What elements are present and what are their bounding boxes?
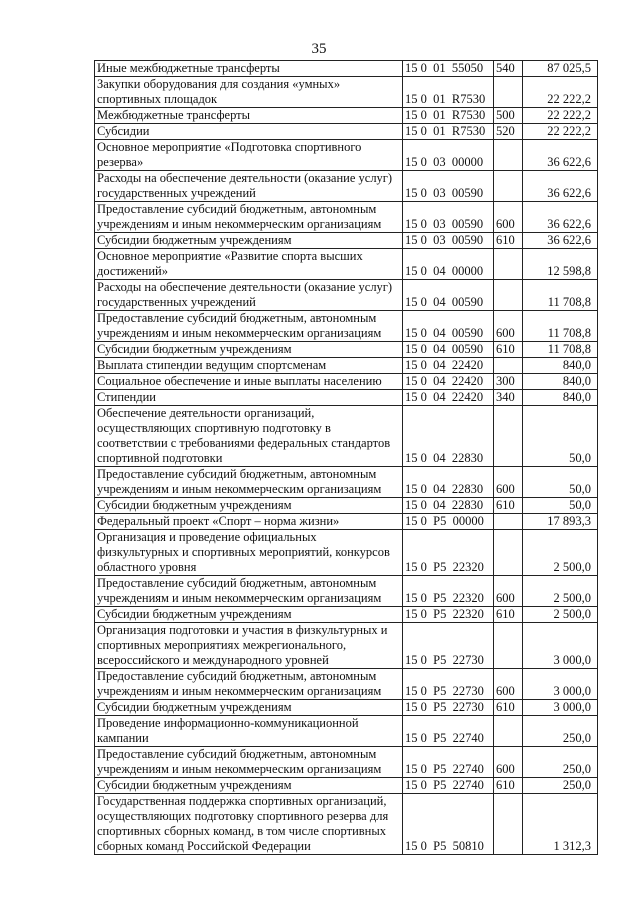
row-amount: 2 500,0 bbox=[523, 576, 598, 607]
table-row bbox=[95, 233, 598, 249]
row-amount: 12 598,8 bbox=[523, 249, 598, 280]
row-amount: 87 025,5 bbox=[523, 61, 598, 77]
row-type: 540 bbox=[494, 61, 523, 77]
row-name: Государственная поддержка спортивных организаций, осуществляющих подготовку спортивного резерва для спортивных сборных команд, в том числе спортивных сборных команд Российской Федерации bbox=[95, 794, 403, 855]
row-name: Обеспечение деятельности организаций, осуществляющих спортивную подготовку в соответствии с требованиями федеральных стандартов спортивной подготовки bbox=[95, 406, 403, 467]
table-row bbox=[95, 406, 598, 467]
row-code: 15 0 04 00000 bbox=[403, 249, 494, 280]
table-row bbox=[95, 576, 598, 607]
row-code: 15 0 03 00590 bbox=[403, 171, 494, 202]
row-amount: 3 000,0 bbox=[523, 623, 598, 669]
row-name: Основное мероприятие «Развитие спорта высших достижений» bbox=[95, 249, 403, 280]
row-code: 15 0 03 00000 bbox=[403, 140, 494, 171]
row-name: Субсидии бюджетным учреждениям bbox=[95, 778, 403, 794]
row-amount: 11 708,8 bbox=[523, 342, 598, 358]
row-code: 15 0 03 00590 bbox=[403, 202, 494, 233]
row-type bbox=[494, 77, 523, 108]
table-row bbox=[95, 700, 598, 716]
row-name: Предоставление субсидий бюджетным, автономным учреждениям и иным некоммерческим организациям bbox=[95, 669, 403, 700]
row-amount: 22 222,2 bbox=[523, 124, 598, 140]
row-amount: 36 622,6 bbox=[523, 202, 598, 233]
row-name: Предоставление субсидий бюджетным, автономным учреждениям и иным некоммерческим организациям bbox=[95, 467, 403, 498]
table-row bbox=[95, 108, 598, 124]
row-type: 610 bbox=[494, 607, 523, 623]
row-name: Основное мероприятие «Подготовка спортивного резерва» bbox=[95, 140, 403, 171]
table-row bbox=[95, 498, 598, 514]
row-amount: 2 500,0 bbox=[523, 607, 598, 623]
row-type: 520 bbox=[494, 124, 523, 140]
row-type: 600 bbox=[494, 669, 523, 700]
row-code: 15 0 01 R7530 bbox=[403, 77, 494, 108]
row-name: Проведение информационно-коммуникационной кампании bbox=[95, 716, 403, 747]
table-row bbox=[95, 311, 598, 342]
row-name: Предоставление субсидий бюджетным, автономным учреждениям и иным некоммерческим организациям bbox=[95, 576, 403, 607]
row-code: 15 0 P5 22730 bbox=[403, 700, 494, 716]
row-amount: 22 222,2 bbox=[523, 108, 598, 124]
row-amount: 840,0 bbox=[523, 390, 598, 406]
row-type bbox=[494, 140, 523, 171]
row-code: 15 0 01 R7530 bbox=[403, 108, 494, 124]
row-type: 610 bbox=[494, 700, 523, 716]
row-type: 500 bbox=[494, 108, 523, 124]
row-type: 610 bbox=[494, 342, 523, 358]
row-amount: 840,0 bbox=[523, 374, 598, 390]
row-code: 15 0 P5 22740 bbox=[403, 778, 494, 794]
row-amount: 50,0 bbox=[523, 498, 598, 514]
row-name: Выплата стипендии ведущим спортсменам bbox=[95, 358, 403, 374]
row-amount: 11 708,8 bbox=[523, 311, 598, 342]
row-code: 15 0 03 00590 bbox=[403, 233, 494, 249]
row-code: 15 0 P5 22740 bbox=[403, 716, 494, 747]
row-type bbox=[494, 406, 523, 467]
row-type: 340 bbox=[494, 390, 523, 406]
table-row bbox=[95, 61, 598, 77]
row-type: 610 bbox=[494, 498, 523, 514]
table-row bbox=[95, 171, 598, 202]
row-name: Субсидии бюджетным учреждениям bbox=[95, 342, 403, 358]
row-code: 15 0 04 00590 bbox=[403, 342, 494, 358]
row-name: Иные межбюджетные трансферты bbox=[95, 61, 403, 77]
row-code: 15 0 P5 00000 bbox=[403, 514, 494, 530]
row-name: Межбюджетные трансферты bbox=[95, 108, 403, 124]
table-row bbox=[95, 374, 598, 390]
row-code: 15 0 P5 22740 bbox=[403, 747, 494, 778]
table-row bbox=[95, 623, 598, 669]
row-code: 15 0 04 22830 bbox=[403, 498, 494, 514]
row-code: 15 0 P5 22730 bbox=[403, 669, 494, 700]
row-type: 600 bbox=[494, 202, 523, 233]
row-name: Стипендии bbox=[95, 390, 403, 406]
row-amount: 11 708,8 bbox=[523, 280, 598, 311]
row-amount: 22 222,2 bbox=[523, 77, 598, 108]
row-name: Предоставление субсидий бюджетным, автономным учреждениям и иным некоммерческим организациям bbox=[95, 202, 403, 233]
row-type bbox=[494, 171, 523, 202]
table-row bbox=[95, 514, 598, 530]
row-name: Федеральный проект «Спорт – норма жизни» bbox=[95, 514, 403, 530]
table-row bbox=[95, 716, 598, 747]
row-code: 15 0 P5 22320 bbox=[403, 607, 494, 623]
row-amount: 840,0 bbox=[523, 358, 598, 374]
row-amount: 36 622,6 bbox=[523, 171, 598, 202]
row-type bbox=[494, 280, 523, 311]
row-amount: 3 000,0 bbox=[523, 700, 598, 716]
row-type: 600 bbox=[494, 467, 523, 498]
row-type bbox=[494, 358, 523, 374]
row-name: Расходы на обеспечение деятельности (оказание услуг) государственных учреждений bbox=[95, 171, 403, 202]
row-name: Субсидии бюджетным учреждениям bbox=[95, 700, 403, 716]
row-type bbox=[494, 514, 523, 530]
row-name: Предоставление субсидий бюджетным, автономным учреждениям и иным некоммерческим организациям bbox=[95, 311, 403, 342]
row-code: 15 0 04 00590 bbox=[403, 311, 494, 342]
table-row bbox=[95, 342, 598, 358]
row-type bbox=[494, 249, 523, 280]
row-type: 600 bbox=[494, 311, 523, 342]
table-row bbox=[95, 390, 598, 406]
row-name: Организация подготовки и участия в физкультурных и спортивных мероприятиях межрегионального, всероссийского и международного уровней bbox=[95, 623, 403, 669]
row-amount: 2 500,0 bbox=[523, 530, 598, 576]
table-row bbox=[95, 530, 598, 576]
row-type bbox=[494, 623, 523, 669]
table-row bbox=[95, 669, 598, 700]
row-name: Организация и проведение официальных физкультурных и спортивных мероприятий, конкурсов областного уровня bbox=[95, 530, 403, 576]
row-code: 15 0 04 22420 bbox=[403, 358, 494, 374]
row-name: Субсидии бюджетным учреждениям bbox=[95, 607, 403, 623]
row-code: 15 0 04 22420 bbox=[403, 374, 494, 390]
row-code: 15 0 P5 22320 bbox=[403, 530, 494, 576]
row-amount: 50,0 bbox=[523, 406, 598, 467]
row-code: 15 0 04 22830 bbox=[403, 467, 494, 498]
table-row bbox=[95, 467, 598, 498]
row-code: 15 0 01 55050 bbox=[403, 61, 494, 77]
budget-table bbox=[94, 60, 598, 855]
row-type: 610 bbox=[494, 233, 523, 249]
page-number: 35 bbox=[311, 41, 327, 57]
row-code: 15 0 04 00590 bbox=[403, 280, 494, 311]
row-code: 15 0 04 22830 bbox=[403, 406, 494, 467]
row-code: 15 0 P5 50810 bbox=[403, 794, 494, 855]
row-code: 15 0 P5 22320 bbox=[403, 576, 494, 607]
row-code: 15 0 01 R7530 bbox=[403, 124, 494, 140]
table-row bbox=[95, 747, 598, 778]
table-row bbox=[95, 124, 598, 140]
table-row bbox=[95, 358, 598, 374]
row-name: Закупки оборудования для создания «умных» спортивных площадок bbox=[95, 77, 403, 108]
table-row bbox=[95, 607, 598, 623]
row-type bbox=[494, 794, 523, 855]
row-type: 600 bbox=[494, 576, 523, 607]
row-amount: 3 000,0 bbox=[523, 669, 598, 700]
table-row bbox=[95, 280, 598, 311]
table-row bbox=[95, 778, 598, 794]
row-type: 300 bbox=[494, 374, 523, 390]
row-amount: 36 622,6 bbox=[523, 233, 598, 249]
row-name: Расходы на обеспечение деятельности (оказание услуг) государственных учреждений bbox=[95, 280, 403, 311]
row-amount: 250,0 bbox=[523, 778, 598, 794]
row-amount: 17 893,3 bbox=[523, 514, 598, 530]
row-type: 610 bbox=[494, 778, 523, 794]
table-row bbox=[95, 202, 598, 233]
row-name: Субсидии bbox=[95, 124, 403, 140]
row-amount: 36 622,6 bbox=[523, 140, 598, 171]
row-type: 600 bbox=[494, 747, 523, 778]
table-row bbox=[95, 77, 598, 108]
row-name: Субсидии бюджетным учреждениям bbox=[95, 498, 403, 514]
row-name: Субсидии бюджетным учреждениям bbox=[95, 233, 403, 249]
row-name: Социальное обеспечение и иные выплаты населению bbox=[95, 374, 403, 390]
row-code: 15 0 04 22420 bbox=[403, 390, 494, 406]
row-amount: 250,0 bbox=[523, 716, 598, 747]
row-name: Предоставление субсидий бюджетным, автономным учреждениям и иным некоммерческим организациям bbox=[95, 747, 403, 778]
row-code: 15 0 P5 22730 bbox=[403, 623, 494, 669]
row-amount: 250,0 bbox=[523, 747, 598, 778]
table-row bbox=[95, 249, 598, 280]
row-amount: 1 312,3 bbox=[523, 794, 598, 855]
row-type bbox=[494, 716, 523, 747]
table-row bbox=[95, 794, 598, 855]
row-type bbox=[494, 530, 523, 576]
row-amount: 50,0 bbox=[523, 467, 598, 498]
table-row bbox=[95, 140, 598, 171]
